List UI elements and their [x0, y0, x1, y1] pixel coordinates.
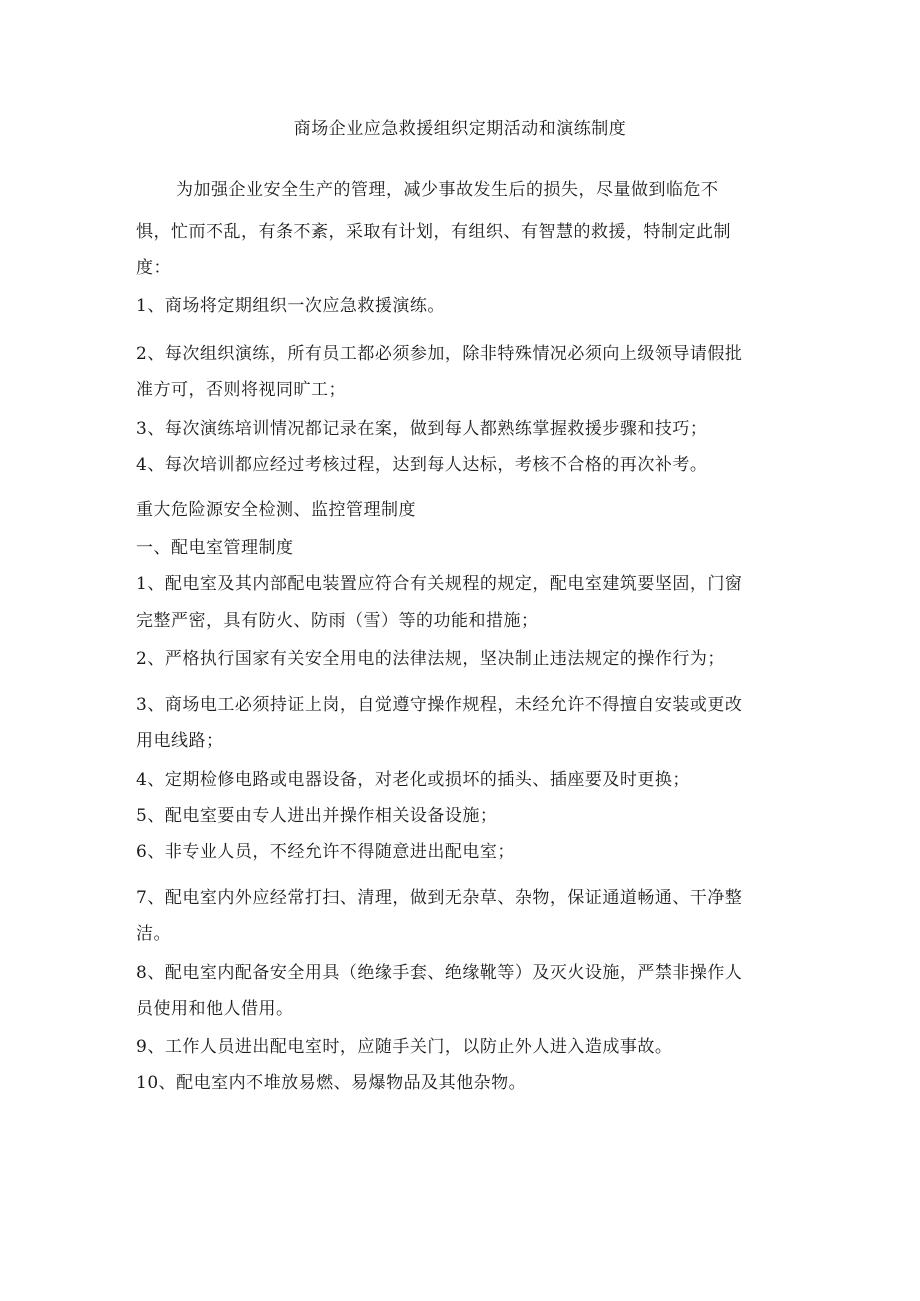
list-item: 6、非专业人员，不经允许不得随意进出配电室；	[136, 842, 515, 862]
list-item-continuation: 准方可，否则将视同旷工；	[136, 380, 346, 400]
list-item: 1、商场将定期组织一次应急救援演练。	[136, 296, 445, 316]
list-item: 9、工作人员进出配电室时，应随手关门，以防止外人进入造成事故。	[136, 1037, 673, 1057]
list-item: 5、配电室要由专人进出并操作相关设备设施；	[136, 806, 498, 826]
paragraph-line: 惧，忙而不乱，有条不紊，采取有计划，有组织、有智慧的救援，特制定此制	[136, 222, 731, 242]
list-item: 10、配电室内不堆放易燃、易爆物品及其他杂物。	[136, 1073, 527, 1093]
list-item: 4、定期检修电路或电器设备，对老化或损坏的插头、插座要及时更换；	[136, 770, 690, 790]
list-item: 7、配电室内外应经常打扫、清理，做到无杂草、杂物，保证通道畅通、干净整	[136, 888, 743, 908]
paragraph-line: 度：	[136, 258, 171, 278]
list-item: 2、严格执行国家有关安全用电的法律法规，坚决制止违法规定的操作行为；	[136, 649, 725, 669]
list-item-continuation: 完整严密，具有防火、防雨（雪）等的功能和措施；	[136, 611, 539, 631]
section-heading: 重大危险源安全检测、监控管理制度	[136, 500, 416, 520]
document-title: 商场企业应急救援组织定期活动和演练制度	[293, 119, 627, 139]
list-item: 3、商场电工必须持证上岗，自觉遵守操作规程，未经允许不得擅自安装或更改	[136, 695, 743, 715]
subsection-heading: 一、配电室管理制度	[136, 538, 294, 558]
paragraph-line: 为加强企业安全生产的管理，减少事故发生后的损失，尽量做到临危不	[176, 180, 719, 200]
list-item: 4、每次培训都应经过考核过程，达到每人达标，考核不合格的再次补考。	[136, 455, 708, 475]
list-item-continuation: 洁。	[136, 924, 171, 944]
list-item-continuation: 用电线路；	[136, 731, 224, 751]
list-item: 2、每次组织演练，所有员工都必须参加，除非特殊情况必须向上级领导请假批	[136, 344, 743, 364]
list-item: 8、配电室内配备安全用具（绝缘手套、绝缘靴等）及灭火设施，严禁非操作人	[136, 963, 743, 983]
list-item: 3、每次演练培训情况都记录在案，做到每人都熟练掌握救援步骤和技巧；	[136, 419, 708, 439]
list-item-continuation: 员使用和他人借用。	[136, 999, 294, 1019]
list-item: 1、配电室及其内部配电装置应符合有关规程的规定，配电室建筑要坚固，门窗	[136, 574, 743, 594]
